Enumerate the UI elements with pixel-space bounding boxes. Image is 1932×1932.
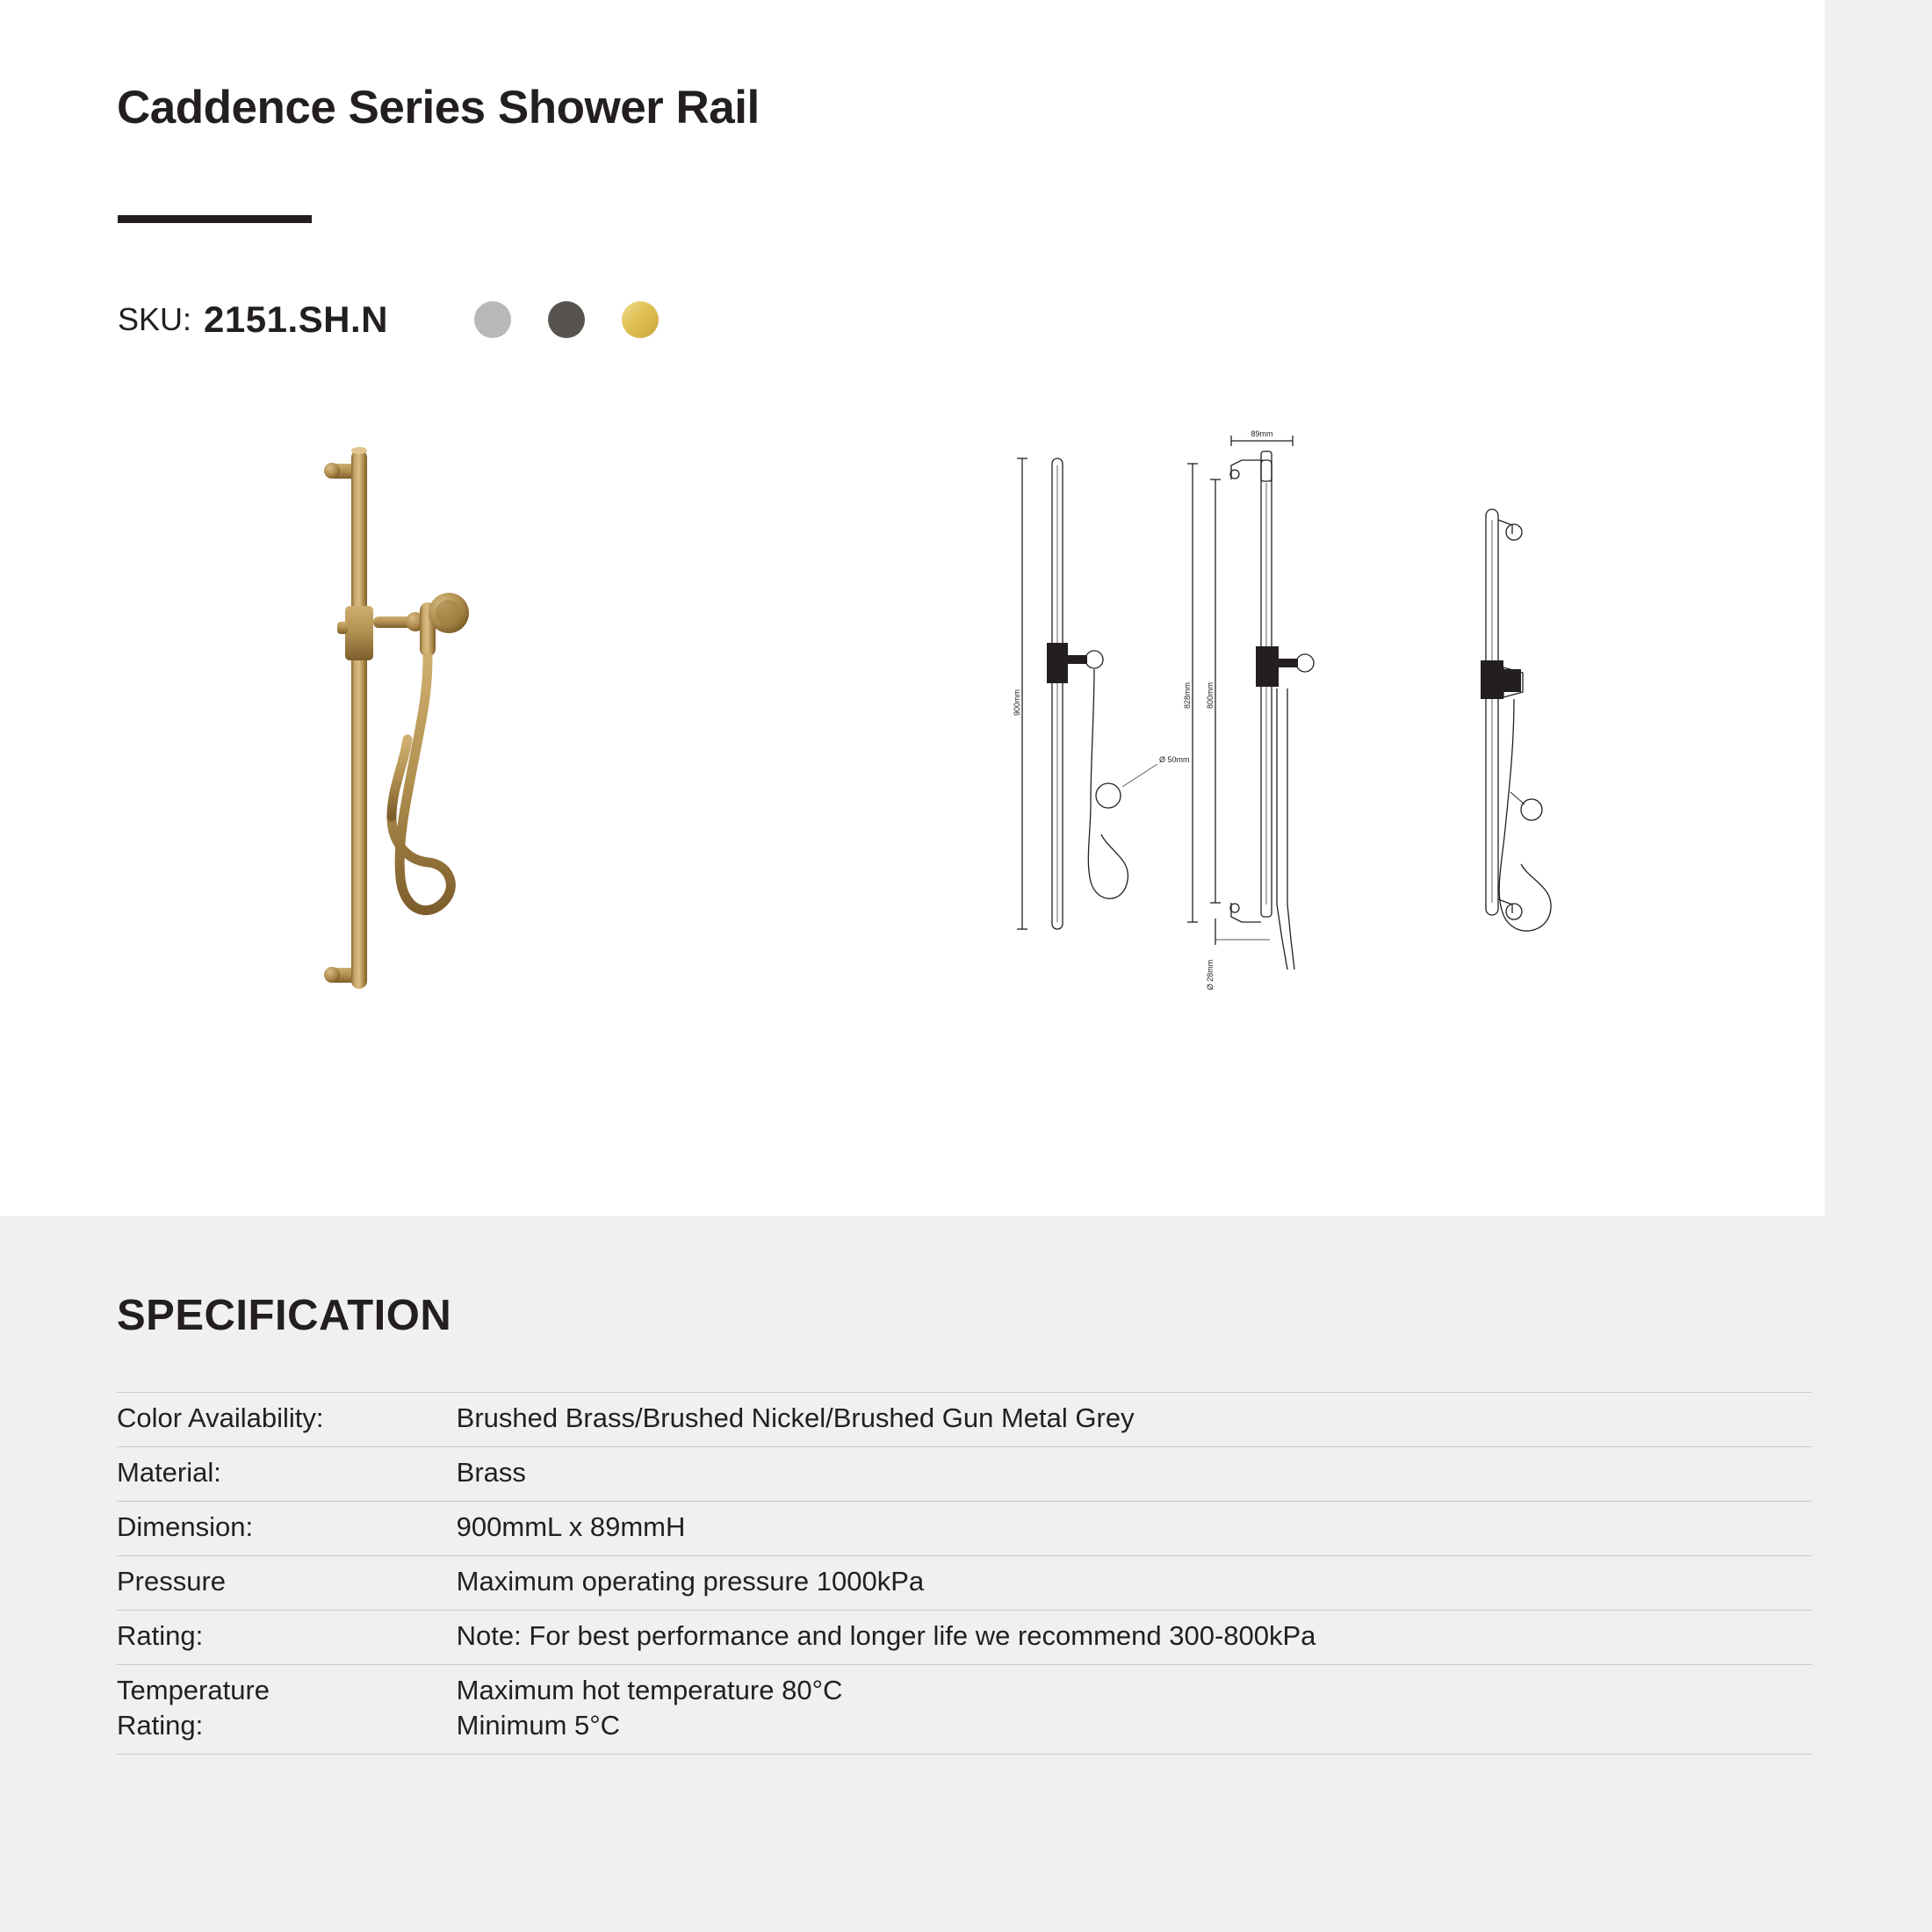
rail-slider-bracket [337,606,425,660]
spec-value: Brushed Brass/Brushed Nickel/Brushed Gun Metal Grey [457,1393,1812,1447]
side-view-rail-dim: 828mm [1183,681,1192,710]
table-row [117,1501,1812,1555]
spec-value-line2: Minimum 5°C [456,1710,621,1741]
drawing-front-view [1013,458,1190,929]
spec-key-line1: Temperature [117,1674,270,1705]
product-photo [316,430,580,1159]
spec-value: Note: For best performance and longer life we recommend 300-800kPa [457,1610,1812,1664]
brushed-nickel-swatch[interactable] [474,301,511,338]
front-view-handset-dim: Ø 50mm [1159,755,1190,764]
side-view-top-dim: 89mm [1251,429,1273,438]
spec-value: Brass [457,1446,1812,1501]
color-swatches [474,301,659,338]
spec-key: Color Availability: [117,1393,457,1447]
front-view-height-dim: 900mm [1013,688,1021,717]
table-row [117,1393,1812,1447]
spec-key: Material: [117,1446,457,1501]
drawing-iso-view [1481,509,1551,931]
page-title: Caddence Series Shower Rail [117,82,760,133]
drawing-side-view [1183,429,1314,990]
hand-shower-handset [420,593,469,657]
spec-value [457,1664,1812,1755]
spec-value: 900mmL x 89mmH [457,1501,1812,1555]
technical-drawings [1010,429,1704,1080]
table-row [117,1664,1812,1755]
spec-key-line2: Rating: [117,1710,204,1741]
spec-key: Rating: [117,1610,457,1664]
side-view-inner-dim: 800mm [1206,681,1215,710]
specification-heading: SPECIFICATION [117,1292,452,1339]
shower-rail-bar [351,450,367,989]
spec-value: Maximum operating pressure 1000kPa [457,1555,1812,1610]
specification-table [117,1392,1812,1755]
sku-label: SKU: [118,301,192,337]
table-row [117,1610,1812,1664]
spec-key [117,1664,457,1755]
sku-value: 2151.SH.N [204,299,388,340]
brushed-brass-swatch[interactable] [622,301,659,338]
side-view-hose-dim: Ø 28mm [1206,959,1215,991]
spec-key: Dimension: [117,1501,457,1555]
sku-row [118,299,659,341]
brushed-gun-metal-grey-swatch[interactable] [548,301,585,338]
table-row [117,1555,1812,1610]
spec-key: Pressure [117,1555,457,1610]
spec-value-line1: Maximum hot temperature 80°C [456,1674,843,1705]
table-row [117,1446,1812,1501]
title-underline-rule [118,215,312,223]
